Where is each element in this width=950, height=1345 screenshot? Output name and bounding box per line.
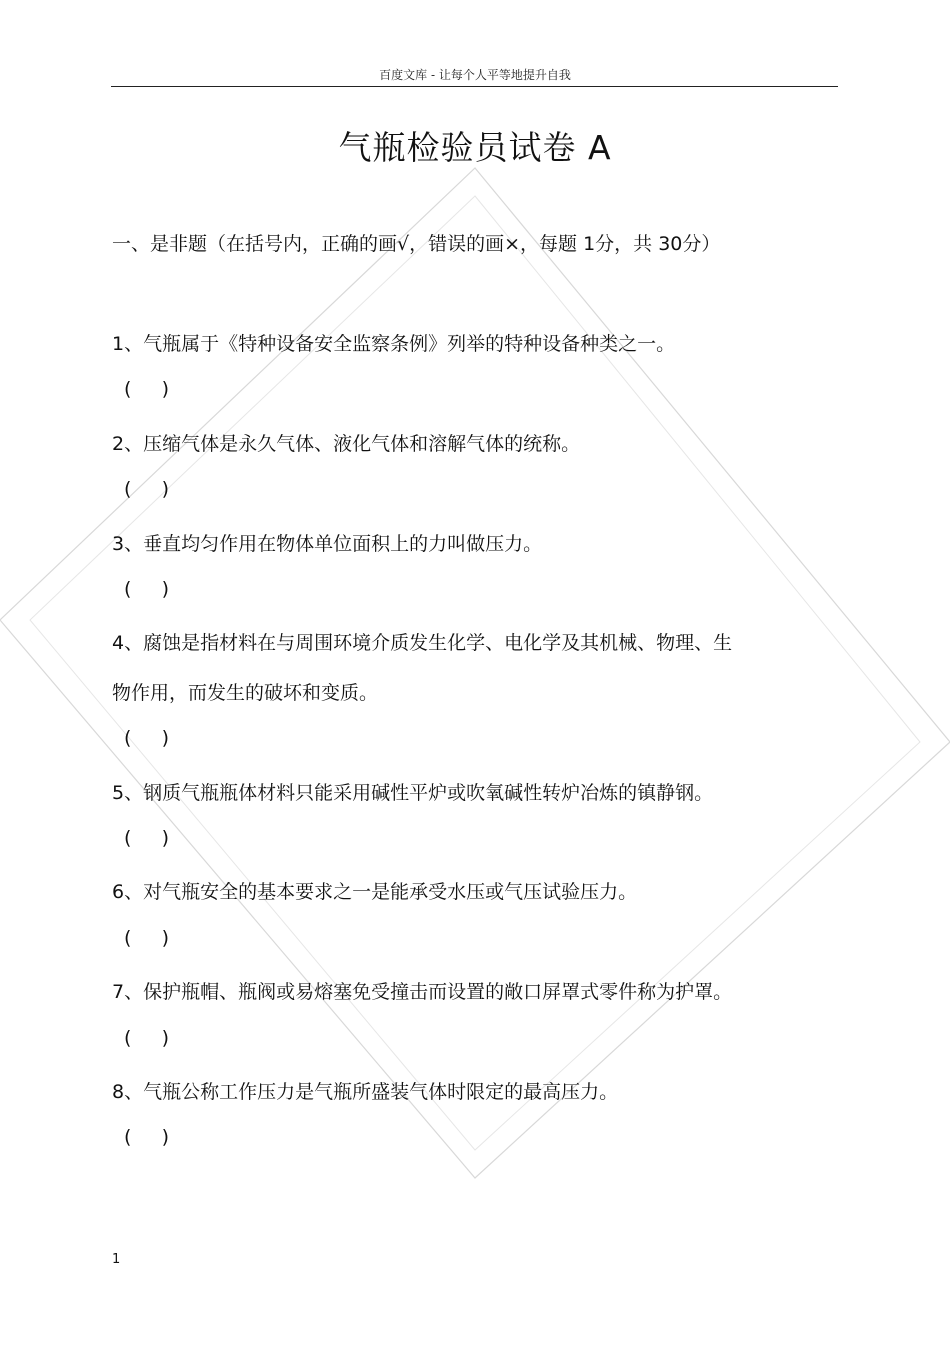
section-heading: 一、是非题（在括号内，正确的画√，错误的画×，每题 1分，共 30分） — [112, 233, 721, 255]
answer-blank-5[interactable]: ( ) — [124, 827, 170, 849]
answer-blank-6[interactable]: ( ) — [124, 927, 170, 949]
answer-blank-8[interactable]: ( ) — [124, 1126, 170, 1148]
question-8: 8、气瓶公称工作压力是气瓶所盛装气体时限定的最高压力。 — [112, 1081, 619, 1103]
question-5: 5、钢质气瓶瓶体材料只能采用碱性平炉或吹氧碱性转炉冶炼的镇静钢。 — [112, 782, 714, 804]
answer-blank-1[interactable]: ( ) — [124, 378, 170, 400]
question-1: 1、气瓶属于《特种设备安全监察条例》列举的特种设备种类之一。 — [112, 333, 676, 355]
exam-title: 气瓶检验员试卷 A — [338, 128, 612, 167]
answer-blank-2[interactable]: ( ) — [124, 478, 170, 500]
answer-blank-4[interactable]: ( ) — [124, 727, 170, 749]
page-number: 1 — [112, 1252, 121, 1267]
question-6: 6、对气瓶安全的基本要求之一是能承受水压或气压试验压力。 — [112, 881, 638, 903]
page-header: 百度文库 - 让每个人平等地提升自我 — [379, 68, 571, 82]
answer-blank-3[interactable]: ( ) — [124, 578, 170, 600]
question-4-line-1: 4、腐蚀是指材料在与周围环境介质发生化学、电化学及其机械、物理、生 — [112, 632, 733, 654]
answer-blank-7[interactable]: ( ) — [124, 1027, 170, 1049]
header-rule — [111, 86, 838, 87]
question-3: 3、垂直均匀作用在物体单位面积上的力叫做压力。 — [112, 533, 543, 555]
question-7: 7、保护瓶帽、瓶阀或易熔塞免受撞击而设置的敞口屏罩式零件称为护罩。 — [112, 981, 733, 1003]
question-4-line-2: 物作用，而发生的破坏和变质。 — [112, 682, 379, 704]
question-2: 2、压缩气体是永久气体、液化气体和溶解气体的统称。 — [112, 433, 581, 455]
